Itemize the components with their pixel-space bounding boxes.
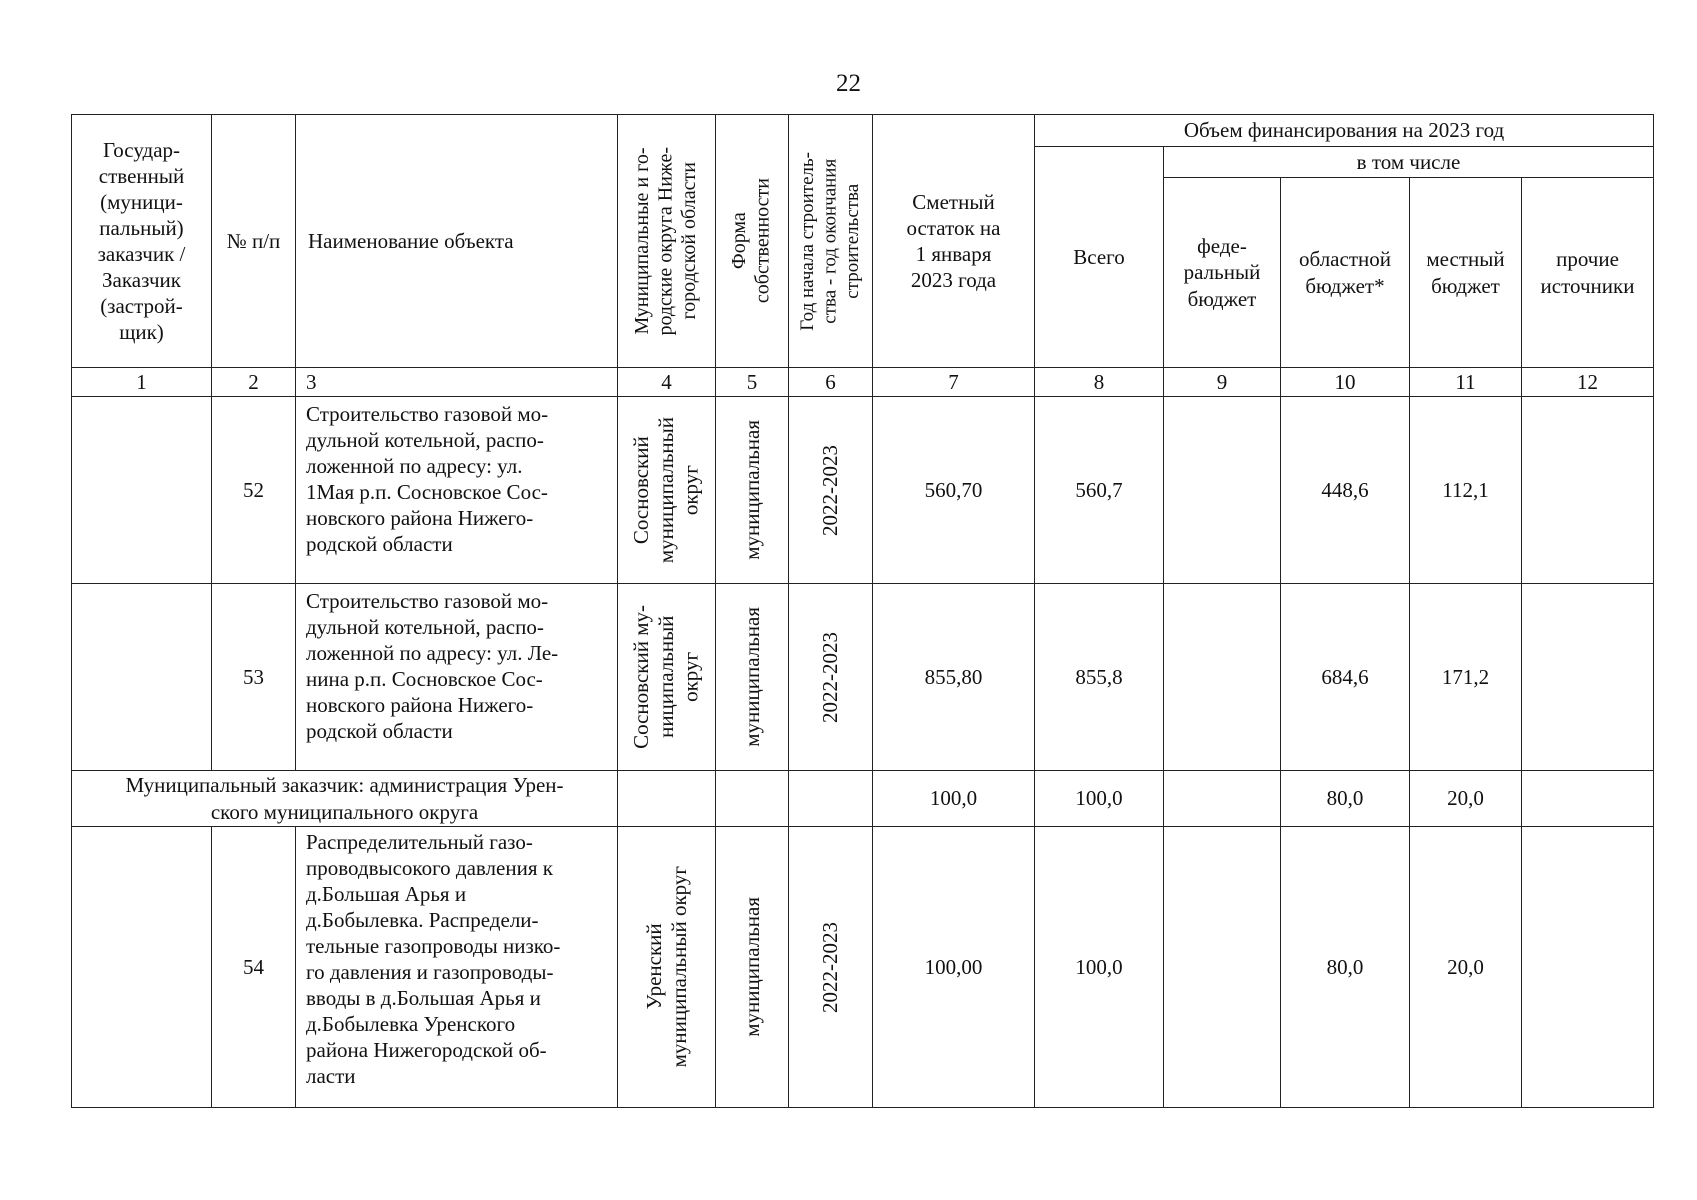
row-local: 171,2 (1410, 584, 1522, 771)
row-number: 54 (212, 827, 296, 1108)
header-number: № п/п (212, 115, 296, 368)
header-including: в том числе (1164, 147, 1654, 178)
row-balance: 560,70 (873, 397, 1035, 584)
column-number: 4 (618, 368, 716, 397)
row-number: 52 (212, 397, 296, 584)
subtotal-empty-cell (789, 771, 873, 827)
row-customer-cell (72, 584, 212, 771)
column-number: 9 (1164, 368, 1281, 397)
row-local: 112,1 (1410, 397, 1522, 584)
row-balance: 855,80 (873, 584, 1035, 771)
subtotal-empty-cell (716, 771, 789, 827)
row-total: 560,7 (1035, 397, 1164, 584)
row-object-name: Строительство газовой мо- дульной котельной, распо- ложенной по адресу: ул. 1Мая р.п. Сосновское Сос- новского района Нижего- родской области (296, 397, 618, 584)
header-balance: Сметный остаток на 1 января 2023 года (873, 115, 1035, 368)
subtotal-total: 100,0 (1035, 771, 1164, 827)
header-row-1 (72, 115, 1654, 147)
table-row (72, 584, 1654, 771)
header-other: прочие источники (1522, 178, 1654, 368)
row-federal (1164, 827, 1281, 1108)
row-total: 855,8 (1035, 584, 1164, 771)
header-object-name: Наименование объекта (296, 115, 618, 368)
row-regional: 684,6 (1281, 584, 1410, 771)
column-number: 5 (716, 368, 789, 397)
subtotal-local: 20,0 (1410, 771, 1522, 827)
row-regional: 80,0 (1281, 827, 1410, 1108)
row-municipality: Сосновский муниципальный округ (618, 397, 716, 584)
row-number: 53 (212, 584, 296, 771)
row-customer-cell (72, 397, 212, 584)
row-ownership: муниципальная (716, 397, 789, 584)
row-federal (1164, 397, 1281, 584)
subtotal-empty-cell (618, 771, 716, 827)
column-number: 2 (212, 368, 296, 397)
subtotal-federal (1164, 771, 1281, 827)
row-other (1522, 827, 1654, 1108)
column-number: 3 (296, 368, 618, 397)
row-years: 2022-2023 (789, 397, 873, 584)
subtotal-regional: 80,0 (1281, 771, 1410, 827)
column-number: 11 (1410, 368, 1522, 397)
row-customer-cell (72, 827, 212, 1108)
header-local: местный бюджет (1410, 178, 1522, 368)
table-row (72, 397, 1654, 584)
row-regional: 448,6 (1281, 397, 1410, 584)
header-customer: Государ- ственный (муници- пальный) заказчик / Заказчик (застрой- щик) (72, 115, 212, 368)
header-financing: Объем финансирования на 2023 год (1035, 115, 1654, 147)
column-number: 6 (789, 368, 873, 397)
subtotal-other (1522, 771, 1654, 827)
column-number: 1 (72, 368, 212, 397)
page-number: 22 (836, 70, 861, 97)
row-other (1522, 584, 1654, 771)
column-number: 12 (1522, 368, 1654, 397)
row-object-name: Строительство газовой мо- дульной котельной, распо- ложенной по адресу: ул. Ле- нина р.п. Сосновское Сос- новского района Нижего- родской области (296, 584, 618, 771)
header-total: Всего (1035, 147, 1164, 368)
column-number-row (72, 368, 1654, 397)
header-federal: феде- ральный бюджет (1164, 178, 1281, 368)
row-federal (1164, 584, 1281, 771)
table-row (72, 827, 1654, 1108)
row-balance: 100,00 (873, 827, 1035, 1108)
column-number: 10 (1281, 368, 1410, 397)
row-local: 20,0 (1410, 827, 1522, 1108)
row-total: 100,0 (1035, 827, 1164, 1108)
customer-subtotal-row (72, 771, 1654, 827)
column-number: 7 (873, 368, 1035, 397)
row-other (1522, 397, 1654, 584)
financing-table (71, 114, 1654, 1108)
header-ownership: Форма собственности (716, 115, 789, 368)
header-regional: областной бюджет* (1281, 178, 1410, 368)
customer-subtotal-label: Муниципальный заказчик: администрация Урен- ского муниципального округа (72, 771, 618, 827)
header-years: Год начала строитель- ства - год окончания строительства (789, 115, 873, 368)
row-municipality: Уренский муниципальный округ (618, 827, 716, 1108)
row-ownership: муниципальная (716, 584, 789, 771)
row-object-name: Распределительный газо- проводвысокого давления к д.Большая Арья и д.Бобылевка. Распредели- тельные газопроводы низко- го давления и газопроводы- вводы в д.Большая Арья и д.Бобылевка Уренского района Нижегородской об- ласти (296, 827, 618, 1108)
subtotal-balance: 100,0 (873, 771, 1035, 827)
row-years: 2022-2023 (789, 584, 873, 771)
row-years: 2022-2023 (789, 827, 873, 1108)
header-municipality: Муниципальные и го- родские округа Ниже- городской области (618, 115, 716, 368)
column-number: 8 (1035, 368, 1164, 397)
row-ownership: муниципальная (716, 827, 789, 1108)
row-municipality: Сосновский му- ниципальный округ (618, 584, 716, 771)
